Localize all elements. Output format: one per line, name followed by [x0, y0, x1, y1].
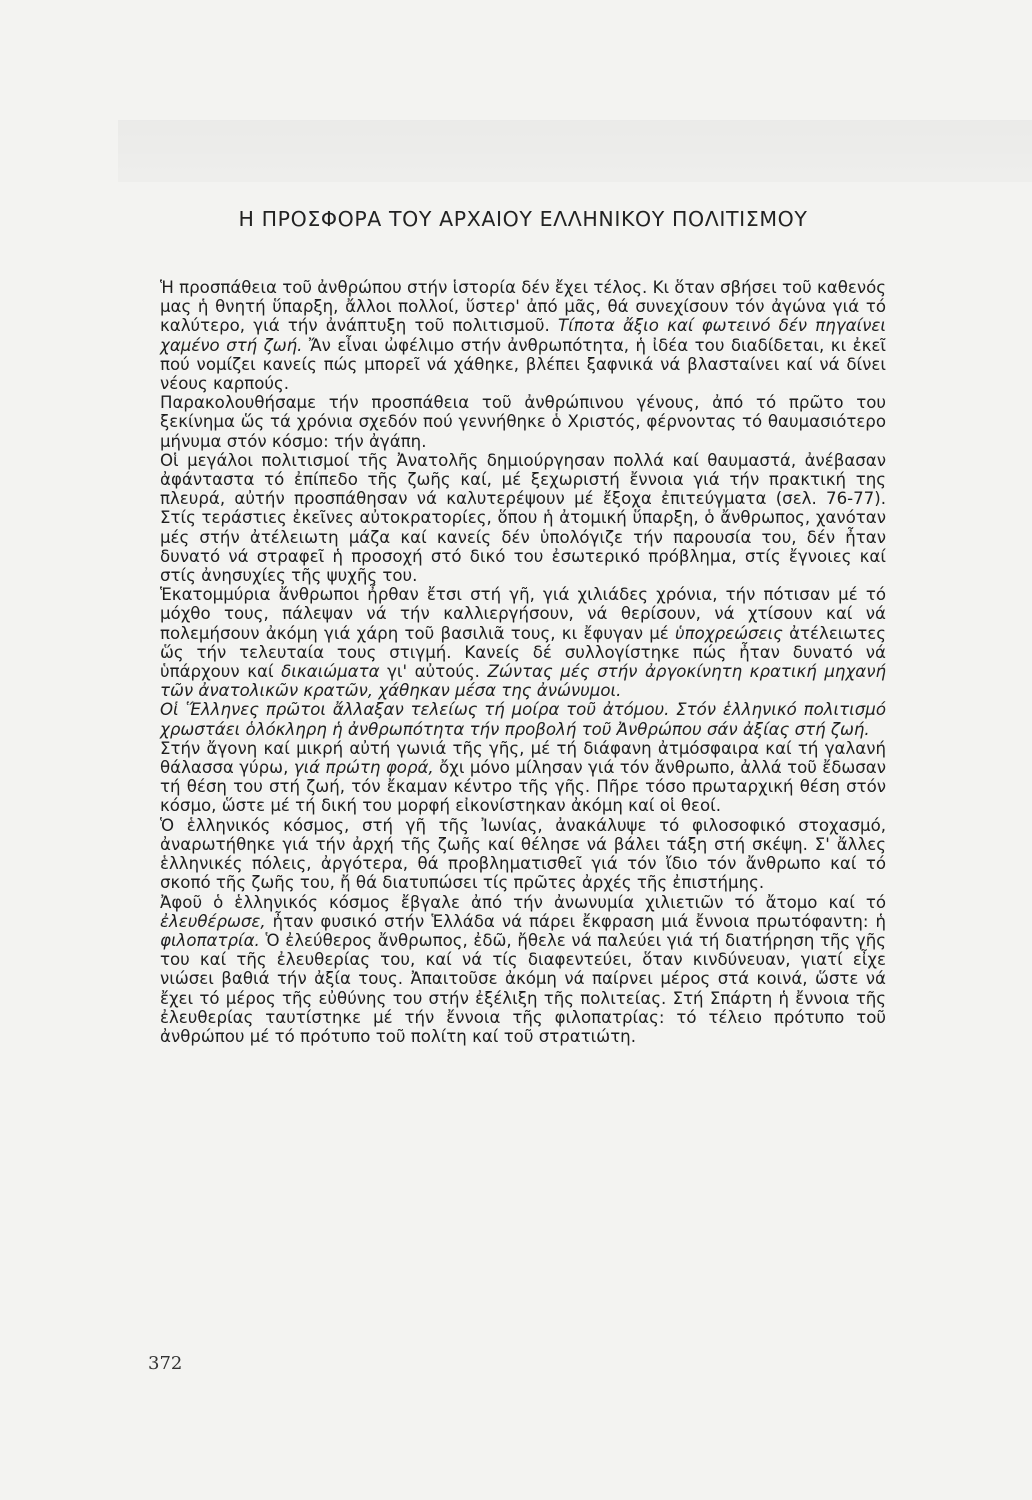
page-number: 372 — [148, 1353, 183, 1374]
text-run: Ἑκατομμύρια ἄνθρωποι ἦρθαν ἔτσι στή γῆ, γιά χιλιάδες χρόνια, τήν πότισαν μέ τό μόχθο τους, πάλεψαν νά τήν καλλιεργήσουν, νά θερίσουν, νά χτίσουν καί νά πολεμήσουν ἀκόμη γιά χάρη τοῦ βασιλιᾶ τους, κι ἔφυγαν μέ — [160, 585, 886, 643]
text-run: Ἄν εἶναι ὠφέλιμο στήν ἀνθρωπότητα, ἡ ἰδέα του διαδίδεται, κι ἐκεῖ πού νομίζει κανείς πώς μπορεῖ νά χάθηκε, βλέπει ξαφνικά νά βλασταίνει καί νά δίνει νέους καρπούς. — [160, 335, 886, 394]
italic-text-run: δικαιώματα — [281, 662, 380, 682]
paragraph — [160, 278, 886, 393]
paragraph — [160, 893, 886, 1047]
italic-text-run: ὑποχρεώσεις — [675, 623, 783, 643]
text-run: Παρακολουθήσαμε τήν προσπάθεια τοῦ ἀνθρώπινου γένους, ἀπό τό πρῶτο του ξεκίνημα ὥς τά χρόνια σχεδόν πού γεννήθηκε ὁ Χριστός, φέρνοντας τό θαυμασιότερο μήνυμα στόν κόσμο: τήν ἀγάπη. — [160, 393, 886, 451]
italic-text-run: γιά πρώτη φορά, — [293, 758, 434, 778]
body-text — [160, 278, 886, 1046]
text-run: ὄχι μόνο μίλησαν γιά τόν ἄνθρωπο, ἀλλά τοῦ ἔδωσαν τή θέση του στή ζωή, τόν ἔκαμαν κέντρο τῆς γῆς. Πῆρε τόσο πρωταρχική θέση στόν κόσμο, ὥστε μέ τή δική του μορφή εἰκονίστηκαν ἀκόμη καί οἱ θεοί. — [160, 758, 887, 816]
text-run: ἀτέλειωτες ὥς τήν τελευταία τους στιγμή. Κανείς δέ συλλογίστηκε πώς ἦταν δυνατό νά ὑπάρχουν καί — [160, 623, 886, 682]
paragraph — [160, 451, 886, 585]
text-run: Οἱ μεγάλοι πολιτισμοί τῆς Ἀνατολῆς δημιούργησαν πολλά καί θαυμαστά, ἀνέβασαν ἀφάνταστα τό ἐπίπεδο τῆς ζωῆς καί, μέ ξεχωριστή ἔννοια γιά τήν πρακτική της πλευρά, αὐτήν προσπάθησαν νά καλυτερέψουν μέ ἔξοχα ἐπιτεύγματα (σελ. 76-77). Στίς τεράστιες ἐκεῖνες αὐτοκρατορίες, ὅπου ἡ ἀτομική ὕπαρξη, ὁ ἄνθρωπος, χανόταν μές στήν ἀτέλειωτη μάζα καί κανείς δέν ὑπολόγιζε τήν παρουσία του, δέν ἦταν δυνατό νά στραφεῖ ἡ προσοχή στό δικό του ἐσωτερικό πρόβλημα, στίς ἔγνοιες καί στίς ἀνησυχίες τῆς ψυχῆς του. — [160, 450, 886, 586]
text-run: Ἡ προσπάθεια τοῦ ἀνθρώπου στήν ἱστορία δέν ἔχει τέλος. Κι ὅταν σβήσει τοῦ καθενός μας ἡ θνητή ὕπαρξη, ἄλλοι πολλοί, ὕστερ' ἀπό μᾶς, θά συνεχίσουν τόν ἀγώνα γιά τό καλύτερο, γιά τήν ἀνάπτυξη τοῦ πολιτισμοῦ. — [160, 278, 886, 336]
paragraph — [160, 700, 886, 738]
italic-text-run: Οἱ Ἕλληνες πρῶτοι ἄλλαξαν τελείως τή μοίρα τοῦ ἀτόμου. Στόν ἑλληνικό πολιτισμό χρωστάει ὁλόκληρη ἡ ἀνθρωπότητα τήν προβολή τοῦ Ἀνθρώπου σάν ἀξίας στή ζωή. — [160, 700, 886, 739]
text-run: Ὁ ἑλληνικός κόσμος, στή γῆ τῆς Ἰωνίας, ἀνακάλυψε τό φιλοσοφικό στοχασμό, ἀναρωτήθηκε γιά τήν ἀρχή τῆς ζωῆς καί θέλησε νά βάλει τάξη στή σκέψη. Σ' ἄλλες ἑλληνικές πόλεις, ἀργότερα, θά προβληματισθεῖ γιά τόν ἴδιο τόν ἄνθρωπο καί τό σκοπό τῆς ζωῆς του, ἤ θά διατυπώσει τίς πρῶτες ἀρχές τῆς ἐπιστήμης. — [160, 815, 886, 893]
text-run: Στήν ἄγονη καί μικρή αὐτή γωνιά τῆς γῆς, μέ τή διάφανη ἀτμόσφαιρα καί τή γαλανή θάλασσα γύρω, — [160, 738, 886, 778]
italic-text-run: ἐλευθέρωσε, — [160, 911, 266, 931]
opposite-page-bleed — [118, 120, 1032, 182]
paragraph — [160, 585, 886, 700]
italic-text-run: Ζώντας μές στήν ἀργοκίνητη κρατική μηχανή τῶν ἀνατολικῶν κρατῶν, χάθηκαν μέσα της ἀνώνυμοι. — [160, 662, 886, 701]
paragraph — [160, 393, 886, 451]
text-run: Ὁ ἐλεύθερος ἄνθρωπος, ἐδῶ, ἤθελε νά παλεύει γιά τή διατήρηση τῆς γῆς του καί τῆς ἐλευθερίας του, καί νά τίς διαφεντεύει, ὅταν κινδύνευαν, γιατί εἶχε νιώσει βαθιά τήν ἀξία τους. Ἀπαιτοῦσε ἀκόμη νά παίρνει μέρος στά κοινά, ὥστε νά ἔχει τό μέρος τῆς εὐθύνης του στήν ἐξέλιξη τῆς πολιτείας. Στή Σπάρτη ἡ ἔννοια τῆς ἐλευθερίας ταυτίστηκε μέ τήν ἔννοια τῆς φιλοπατρίας: τό τέλειο πρότυπο τοῦ ἀνθρώπου μέ τό πρότυπο τοῦ πολίτη καί τοῦ στρατιώτη. — [160, 930, 886, 1046]
text-run: ἦταν φυσικό στήν Ἑλλάδα νά πάρει ἔκφραση μιά ἔννοια πρωτόφαντη: ἡ — [265, 911, 886, 931]
text-run: Ἀφοῦ ὁ ἑλληνικός κόσμος ἔβγαλε ἀπό τήν ἀνωνυμία χιλιετιῶν τό ἄτομο καί τό — [160, 892, 886, 912]
paragraph — [160, 816, 886, 893]
page-title: Η ΠΡΟΣΦΟΡΑ ΤΟΥ ΑΡΧΑΙΟΥ ΕΛΛΗΝΙΚΟΥ ΠΟΛΙΤΙΣΜΟΥ — [238, 207, 808, 231]
italic-text-run: φιλοπατρία. — [160, 930, 260, 950]
italic-text-run: Τίποτα ἄξιο καί φωτεινό δέν πηγαίνει χαμένο στή ζωή. — [160, 316, 887, 355]
paragraph — [160, 739, 886, 816]
text-run: γι' αὐτούς. — [379, 662, 488, 682]
